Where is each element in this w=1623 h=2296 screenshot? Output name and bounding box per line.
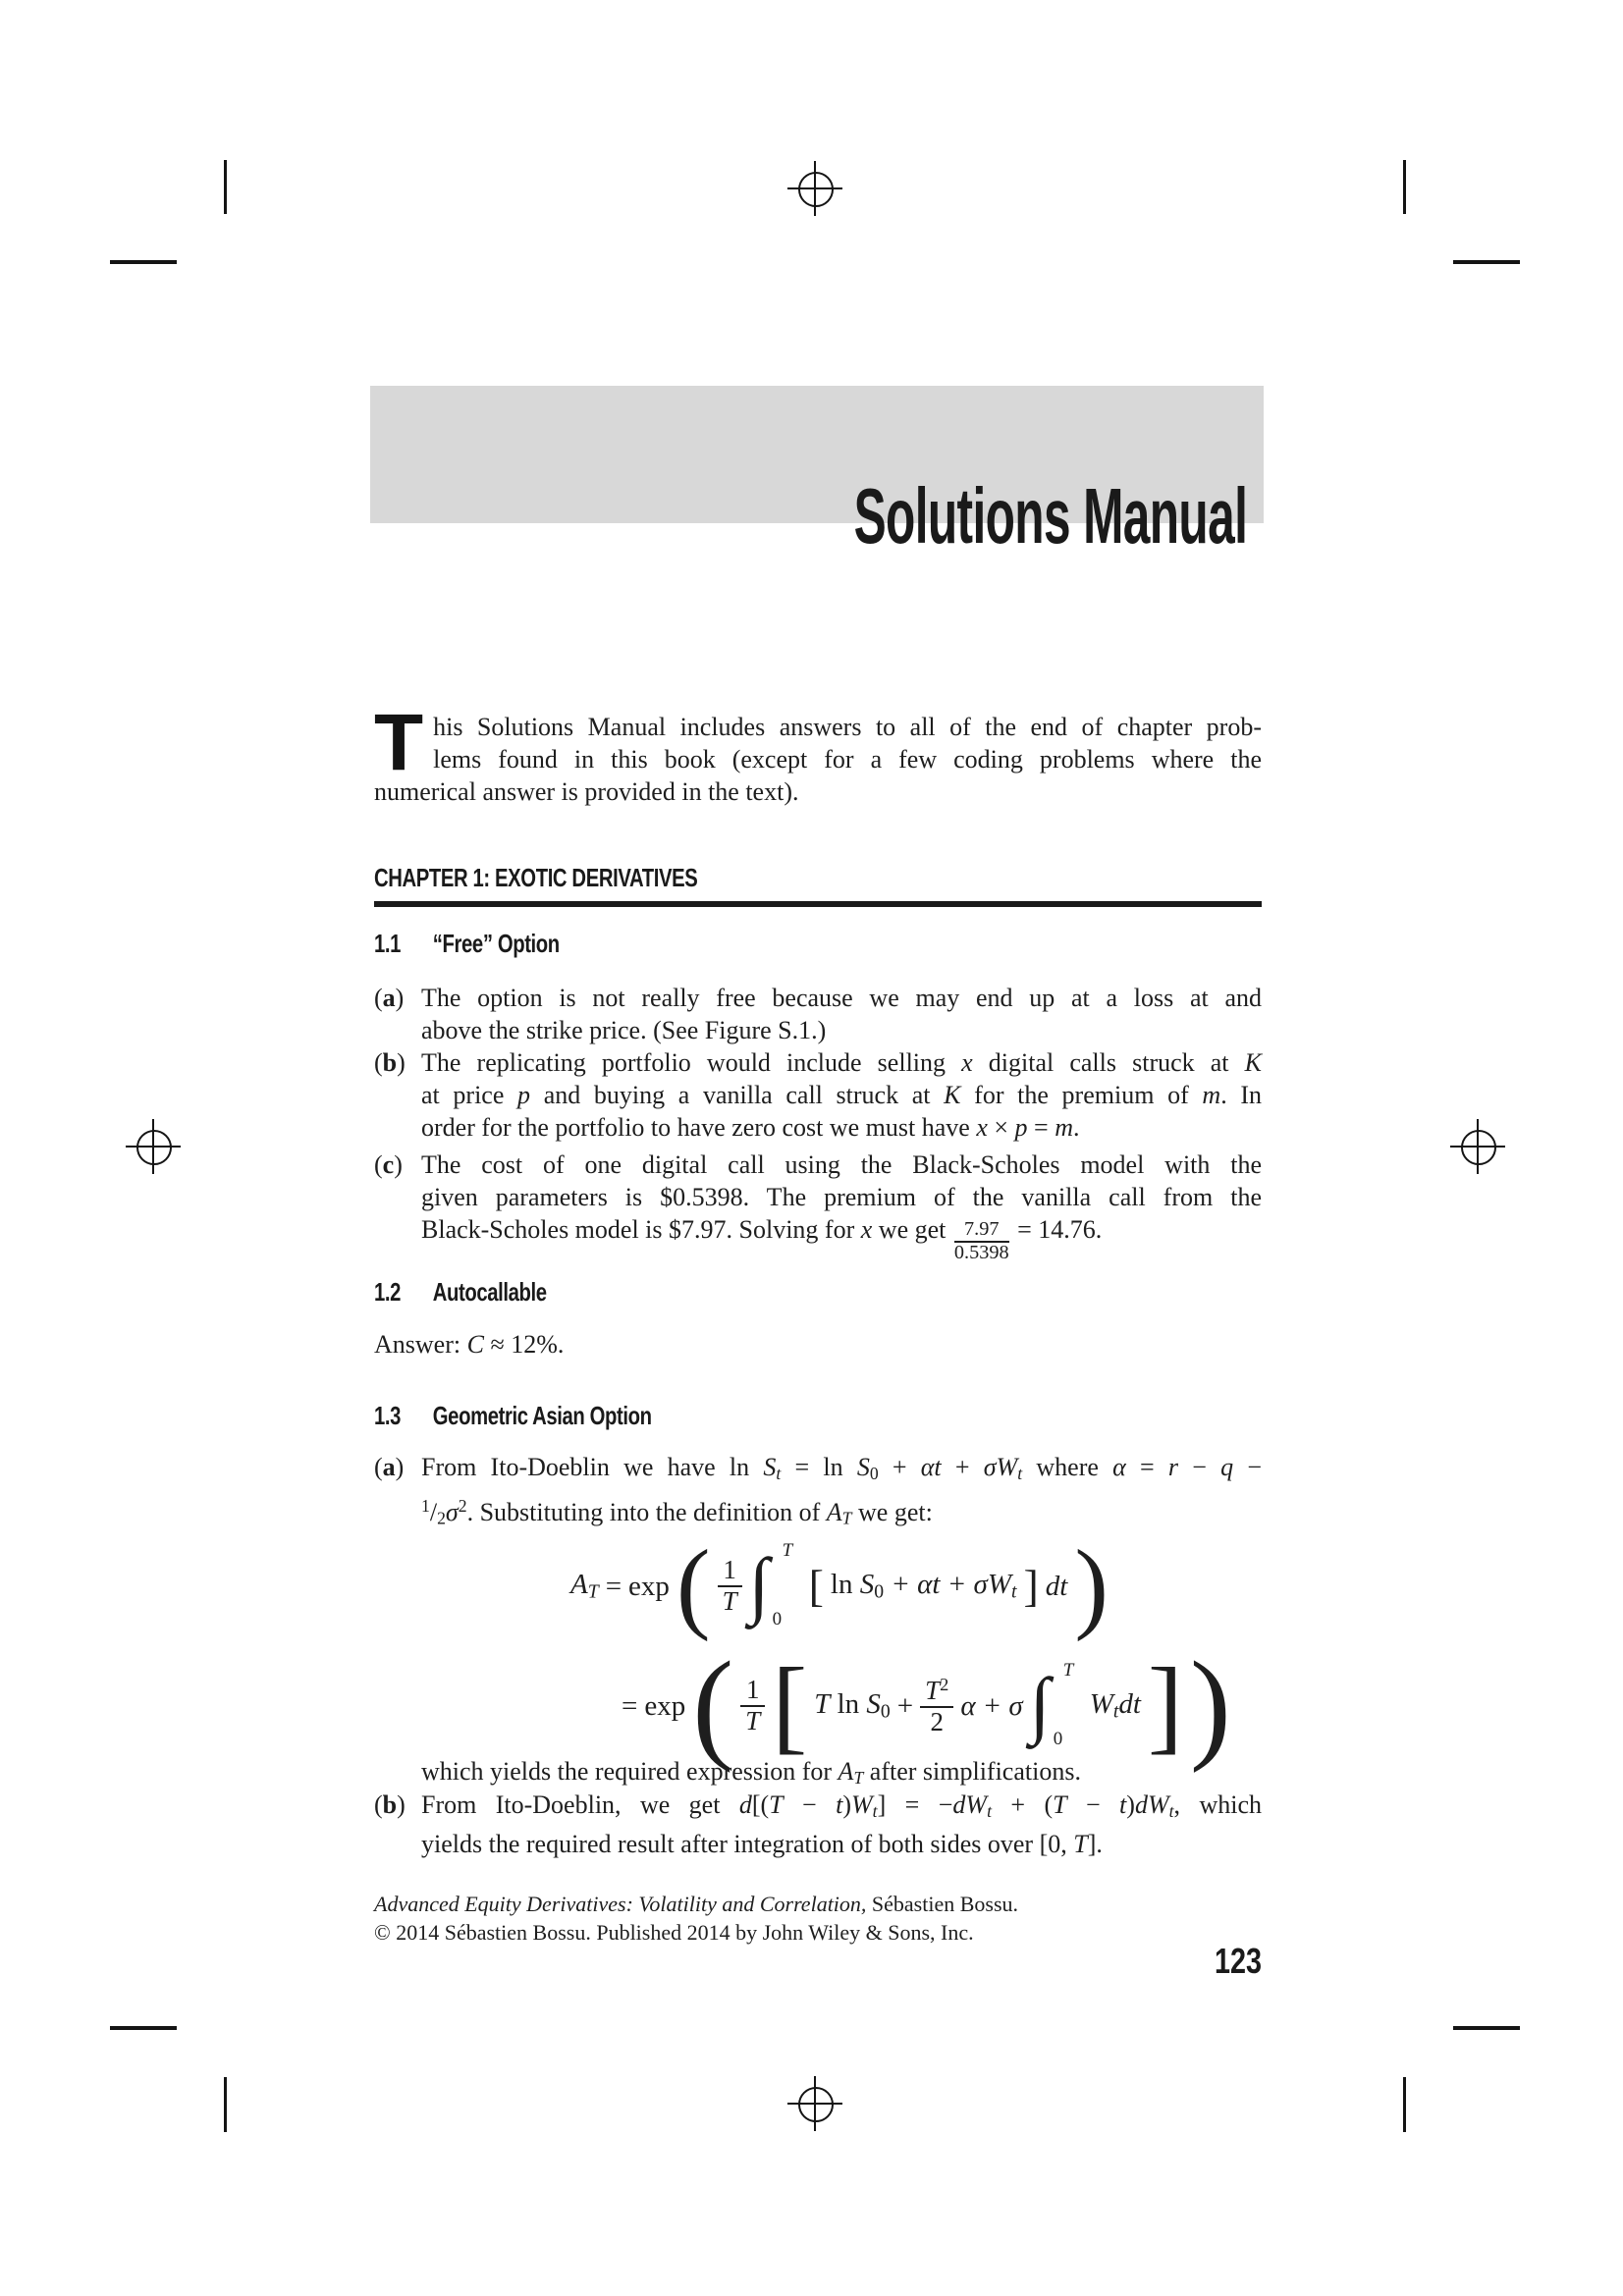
section-title: Geometric Asian Option bbox=[432, 1401, 652, 1430]
text-run: σ bbox=[445, 1497, 459, 1526]
text-run: α bbox=[1112, 1453, 1126, 1481]
text-line bbox=[421, 1079, 1262, 1111]
text-run: K bbox=[944, 1081, 961, 1109]
crop-mark-top-right-vertical bbox=[1403, 160, 1406, 214]
text-line bbox=[421, 1111, 1262, 1144]
text-run: t bbox=[836, 1790, 843, 1819]
integral-sign: ∫ T 0 bbox=[1029, 1660, 1074, 1749]
text-run: Answer: bbox=[374, 1330, 467, 1359]
text-run: p bbox=[1014, 1113, 1028, 1142]
text-run: order for the portfolio to have zero cost we must have bbox=[421, 1113, 977, 1142]
text-run: m bbox=[1202, 1081, 1221, 1109]
crop-mark-bottom-right-horizontal bbox=[1453, 2026, 1520, 2030]
text-run: a bbox=[382, 984, 396, 1012]
text-run: The replicating portfolio would include selling bbox=[421, 1048, 962, 1077]
text-run: ≈ 12%. bbox=[483, 1330, 565, 1359]
text-run: p bbox=[517, 1081, 531, 1109]
list-item-text bbox=[421, 1789, 1262, 1860]
text-run: 2 bbox=[437, 1508, 446, 1528]
page-title-text: Solutions Manual bbox=[853, 472, 1247, 560]
chapter-heading-rule bbox=[374, 901, 1262, 907]
text-run: digital calls struck at bbox=[972, 1048, 1245, 1077]
text-run: , which bbox=[1173, 1790, 1262, 1819]
text-run: T bbox=[769, 1790, 784, 1819]
text-run: dW bbox=[1134, 1790, 1169, 1819]
answer-text bbox=[374, 1328, 1262, 1361]
plus-sigma: + σ bbox=[982, 1689, 1023, 1722]
text-run: x bbox=[976, 1113, 988, 1142]
text-run: . Substituting into the definition of bbox=[466, 1497, 827, 1526]
text-run: ) bbox=[395, 984, 405, 1012]
text-run: σW bbox=[983, 1453, 1018, 1481]
section-number: 1.2 bbox=[374, 1277, 402, 1307]
footer-book-title bbox=[374, 1890, 1262, 1918]
equation-2: = exp ( 1 T [ T ln S0 + $\frac{T^2}{2}$ α + σ ∫ T 0 Wtdt ] ) bbox=[622, 1637, 1231, 1774]
text-run: . In bbox=[1220, 1081, 1262, 1109]
text-line bbox=[421, 982, 1262, 1014]
registration-mark-left-icon bbox=[126, 1119, 181, 1174]
text-run: which yields the required expression for bbox=[421, 1757, 839, 1786]
list-item-a bbox=[374, 982, 1262, 1046]
fraction-T2-over-2: $\frac{T^2}{2}$ bbox=[920, 1675, 953, 1737]
text-run: − bbox=[1066, 1790, 1120, 1819]
text-run: b bbox=[382, 1790, 398, 1819]
page-number bbox=[374, 1941, 1262, 1981]
text-run: b bbox=[382, 1048, 398, 1077]
equals-sign: = bbox=[622, 1689, 638, 1722]
section-number: 1.3 bbox=[374, 1401, 402, 1430]
list-item-b bbox=[374, 1046, 1262, 1144]
text-run: = bbox=[1027, 1113, 1055, 1142]
text-line bbox=[374, 743, 1262, 775]
math-lhs: AT bbox=[570, 1569, 599, 1603]
page-number-text: 123 bbox=[1214, 1941, 1262, 1981]
text-run: yields the required result after integration of both sides over [0, bbox=[421, 1829, 1074, 1858]
equation-1: AT = exp ( 1 T ∫ T 0 [ ln S0 + αt + σWt ] dt ) bbox=[570, 1529, 1109, 1642]
section-title: Autocallable bbox=[432, 1277, 547, 1307]
text-line bbox=[421, 1451, 1262, 1490]
text-run: d bbox=[738, 1790, 752, 1819]
text-run: ) bbox=[395, 1453, 405, 1481]
text-run: a bbox=[382, 1453, 396, 1481]
text-run: − bbox=[783, 1790, 837, 1819]
text-run: c bbox=[382, 1150, 395, 1179]
text-line bbox=[374, 775, 1262, 808]
text-run: his Solutions Manual includes answers to all of the end of chapter prob- bbox=[433, 713, 1262, 741]
exp-operator: exp bbox=[628, 1570, 670, 1602]
text-run: ) bbox=[394, 1150, 403, 1179]
text-run: above the strike price. (See Figure S.1.) bbox=[421, 1016, 827, 1044]
text-run: 0 bbox=[869, 1463, 879, 1483]
text-run: T bbox=[853, 1767, 864, 1788]
text-run: T bbox=[1053, 1790, 1067, 1819]
text-run: ) bbox=[842, 1790, 851, 1819]
text-run: lems found in this book (except for a few coding problems where the bbox=[433, 745, 1262, 774]
text-run: C bbox=[466, 1330, 484, 1359]
list-item-label bbox=[374, 1148, 421, 1264]
text-line bbox=[421, 1490, 1262, 1535]
text-run: The option is not really free because we may end up at a loss at and bbox=[421, 984, 1262, 1012]
text-run: we get bbox=[872, 1215, 952, 1244]
math-term: T ln S0 bbox=[814, 1688, 891, 1723]
list-item-text bbox=[421, 982, 1262, 1046]
list-item-label bbox=[374, 1451, 421, 1535]
text-run: From Ito-Doeblin, we get bbox=[421, 1790, 739, 1819]
text-run: × bbox=[987, 1113, 1015, 1142]
text-run: ] = − bbox=[877, 1790, 953, 1819]
text-run: r bbox=[1167, 1453, 1179, 1481]
crop-mark-bottom-left-vertical bbox=[224, 2077, 227, 2132]
crop-mark-left-horizontal bbox=[110, 260, 177, 264]
text-run: − bbox=[1178, 1453, 1221, 1481]
section-number: 1.1 bbox=[374, 929, 402, 958]
intro-paragraph bbox=[374, 698, 1262, 808]
drop-cap: T bbox=[374, 698, 424, 787]
text-run: given parameters is $0.5398. The premium of the vanilla call from the bbox=[421, 1183, 1262, 1211]
text-line bbox=[421, 1148, 1262, 1181]
fraction-1-over-T: 1 T bbox=[740, 1676, 765, 1735]
text-run: Sébastien Bossu. bbox=[866, 1892, 1019, 1916]
text-run: S bbox=[856, 1453, 870, 1481]
text-run: t bbox=[987, 1800, 992, 1821]
text-run: Black-Scholes model is $7.97. Solving for bbox=[421, 1215, 861, 1244]
list-item-text bbox=[421, 1148, 1262, 1264]
text-run: W bbox=[851, 1790, 873, 1819]
text-run: Advanced Equity Derivatives: Volatility and Correlation, bbox=[374, 1892, 867, 1916]
text-run: / bbox=[429, 1497, 438, 1526]
text-run: The cost of one digital call using the Black-Scholes model with the bbox=[421, 1150, 1262, 1179]
text-run: − bbox=[1233, 1453, 1263, 1481]
fraction-1-over-T: 1 T bbox=[718, 1556, 742, 1616]
registration-mark-right-icon bbox=[1450, 1119, 1505, 1174]
answer-line bbox=[374, 1328, 1262, 1361]
section-title: “Free” Option bbox=[432, 929, 560, 958]
crop-mark-top-left-vertical bbox=[224, 160, 227, 214]
text-run: ]. bbox=[1087, 1829, 1103, 1858]
text-run: = 14.76. bbox=[1010, 1215, 1103, 1244]
fraction-numerator: $T^2$ bbox=[925, 1675, 949, 1706]
text-run: . bbox=[1072, 1113, 1080, 1142]
text-run: t bbox=[1168, 1800, 1174, 1821]
text-run: [( bbox=[751, 1790, 770, 1819]
text-run: A bbox=[826, 1497, 842, 1526]
text-line bbox=[421, 1213, 1262, 1264]
text-run: ( bbox=[374, 1790, 383, 1819]
text-run: at price bbox=[421, 1081, 518, 1109]
text-line bbox=[421, 1828, 1262, 1860]
list-item-text bbox=[421, 1046, 1262, 1144]
text-line bbox=[421, 1789, 1262, 1828]
text-run: numerical answer is provided in the text). bbox=[374, 777, 799, 806]
text-run: T bbox=[1073, 1829, 1088, 1858]
section-heading-1-1 bbox=[374, 928, 1262, 960]
list-item-text bbox=[421, 1451, 1262, 1535]
text-run: ( bbox=[374, 1453, 383, 1481]
text-run: dW bbox=[952, 1790, 988, 1819]
text-run: and buying a vanilla call struck at bbox=[530, 1081, 945, 1109]
text-run: t bbox=[1017, 1463, 1023, 1483]
text-run: + bbox=[941, 1453, 984, 1481]
text-run: = bbox=[1125, 1453, 1168, 1481]
chapter-heading-text: CHAPTER 1: EXOTIC DERIVATIVES bbox=[374, 863, 698, 892]
list-item-1-3-a bbox=[374, 1451, 1262, 1535]
crop-mark-bottom-left-horizontal bbox=[110, 2026, 177, 2030]
text-run: where bbox=[1022, 1453, 1113, 1481]
math-integrand: Wtdt bbox=[1089, 1688, 1141, 1723]
text-line bbox=[421, 1046, 1262, 1079]
differential-dt: dt bbox=[1045, 1570, 1068, 1602]
text-line bbox=[421, 1014, 1262, 1046]
text-run: t bbox=[872, 1800, 878, 1821]
list-item-c bbox=[374, 1148, 1262, 1264]
section-heading-1-3 bbox=[374, 1400, 1262, 1432]
footer bbox=[374, 1890, 1262, 1947]
list-item-1-3-b bbox=[374, 1789, 1262, 1860]
text-line bbox=[374, 711, 1262, 743]
chapter-heading bbox=[374, 862, 1262, 894]
text-run: S bbox=[763, 1453, 777, 1481]
text-run: after simplifications. bbox=[863, 1757, 1081, 1786]
text-run: m bbox=[1055, 1113, 1073, 1142]
text-run: T bbox=[841, 1508, 852, 1528]
text-run: we get: bbox=[851, 1497, 933, 1526]
list-item-label bbox=[374, 1046, 421, 1144]
text-run: t bbox=[776, 1463, 782, 1483]
plus-sign: + bbox=[896, 1689, 914, 1722]
registration-mark-top-icon bbox=[787, 161, 842, 216]
text-run: ( bbox=[374, 1048, 383, 1077]
text-run: + bbox=[878, 1453, 921, 1481]
text-run: x bbox=[860, 1215, 873, 1244]
text-run: αt bbox=[920, 1453, 942, 1481]
text-run: ) bbox=[1126, 1790, 1135, 1819]
text-run: K bbox=[1244, 1048, 1262, 1077]
page-title bbox=[370, 472, 1247, 560]
alpha-symbol: α bbox=[960, 1689, 976, 1722]
list-item-label bbox=[374, 982, 421, 1046]
text-run: From Ito-Doeblin we have ln bbox=[421, 1453, 764, 1481]
integral-sign: ∫ T 0 bbox=[748, 1540, 793, 1629]
footer-copyright bbox=[374, 1918, 1262, 1947]
text-line bbox=[421, 1181, 1262, 1213]
crop-mark-right-horizontal bbox=[1453, 260, 1520, 264]
text-run: q bbox=[1220, 1453, 1234, 1481]
list-item-label bbox=[374, 1789, 421, 1860]
text-run: ) bbox=[397, 1048, 406, 1077]
text-run: ) bbox=[397, 1790, 406, 1819]
text-run: © 2014 Sébastien Bossu. Published 2014 by John Wiley & Sons, Inc. bbox=[374, 1920, 974, 1945]
text-run: t bbox=[1119, 1790, 1127, 1819]
math-integrand: ln S0 + αt + σWt bbox=[830, 1569, 1017, 1603]
crop-mark-bottom-right-vertical bbox=[1403, 2077, 1406, 2132]
text-run: A bbox=[838, 1757, 854, 1786]
intro-text bbox=[374, 698, 1262, 808]
text-run: 2 bbox=[458, 1495, 467, 1516]
text-run: ( bbox=[374, 1150, 383, 1179]
registration-mark-bottom-icon bbox=[787, 2076, 842, 2131]
text-run: ( bbox=[374, 984, 383, 1012]
text-run: 1 bbox=[421, 1495, 430, 1516]
text-run: = ln bbox=[781, 1453, 857, 1481]
equals-sign: = bbox=[605, 1570, 622, 1602]
inline-fraction: $\frac{7.97}{0.5398}$ bbox=[953, 1218, 1009, 1264]
text-run: for the premium of bbox=[960, 1081, 1203, 1109]
text-run: + ( bbox=[991, 1790, 1054, 1819]
section-heading-1-2 bbox=[374, 1276, 1262, 1308]
text-run: x bbox=[961, 1048, 973, 1077]
exp-operator: exp bbox=[644, 1689, 686, 1722]
